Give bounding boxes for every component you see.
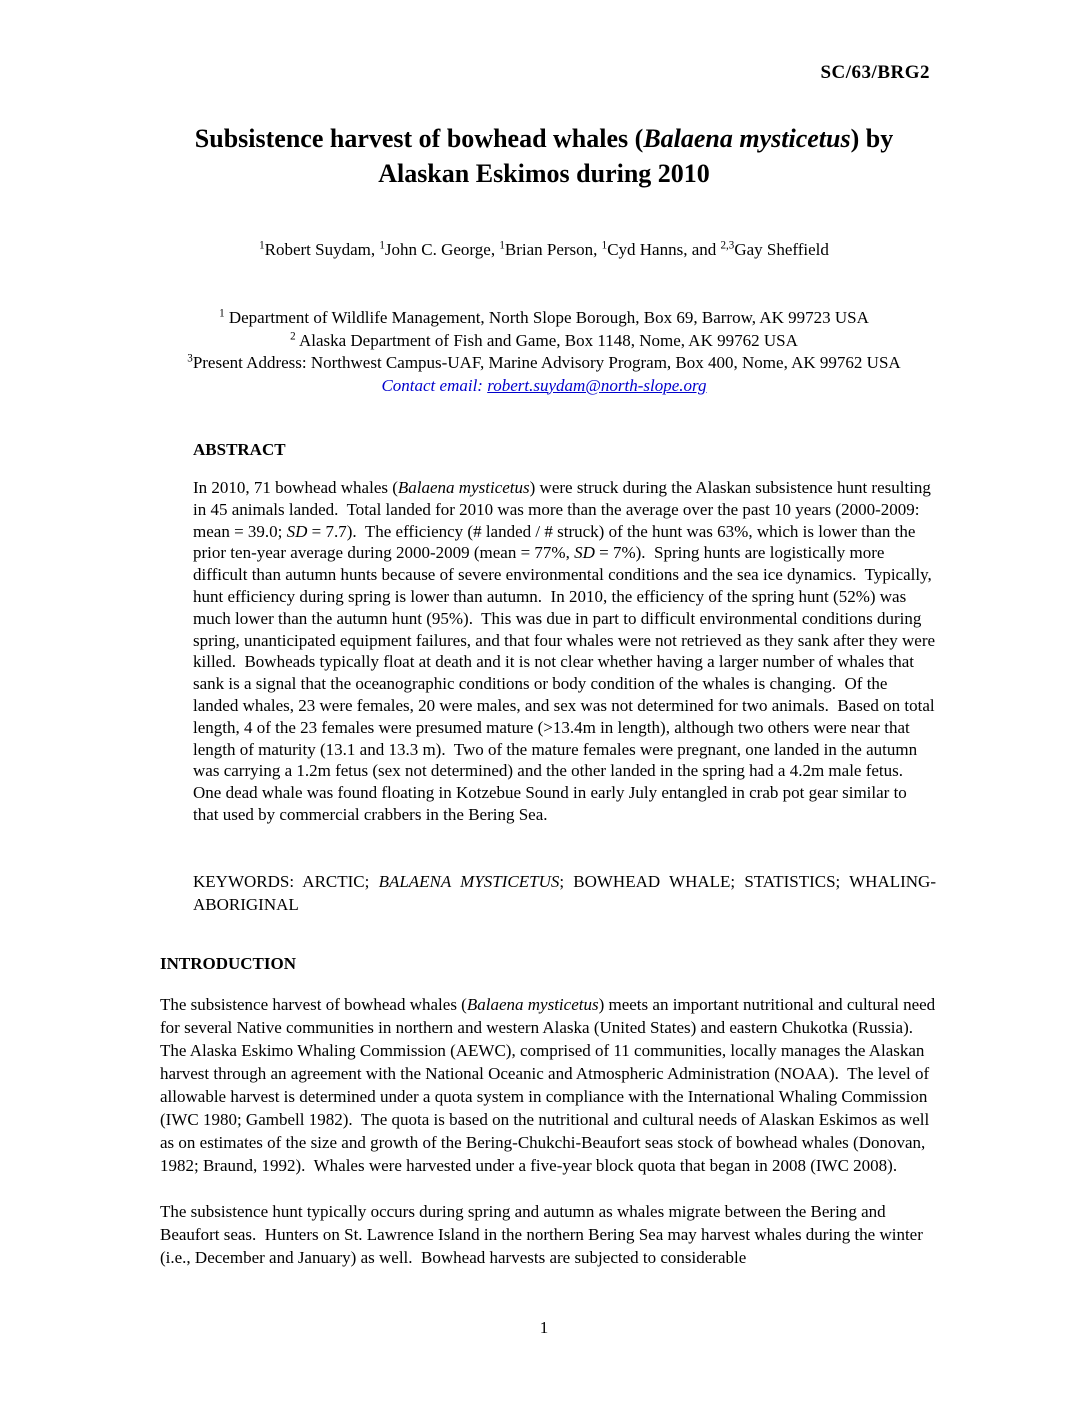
page-number: 1 [539, 1318, 549, 1337]
introduction-heading: INTRODUCTION [160, 954, 297, 973]
abstract-paragraph: In 2010, 71 bowhead whales (Balaena mysticetus) were struck during the Alaskan subsistence hunt resulting in 45 animals landed. Total landed for 2010 was more than the average over the past 10 years (2000-2009: mean = 39.0; SD = 7.7). The efficiency (# landed / # struck) of the hunt was 63%, which is lower than the prior ten-year average during 2000-2009 (mean = 77%, SD = 7%). Spring hunts are logistically more difficult than autumn hunts because of severe environmental conditions and the sea ice dynamics. Typically, hunt efficiency during spring is lower than autumn. In 2010, the efficiency of the spring hunt (52%) was much lower than the autumn hunt (95%). This was due in part to difficult environmental conditions during spring, unanticipated equipment failures, and that four whales were not retrieved as they sank after they were killed. Bowheads typically float at death and it is not clear whether having a larger number of whales that sank is a signal that the oceanographic conditions or body condition of the whales is changing. Of the landed whales, 23 were females, 20 were males, and sex was not determined for two animals. Based on total length, 4 of the 23 females were presumed mature (>13.4m in length), although two others were near that length of maturity (13.1 and 13.3 m). Two of the mature females were pregnant, one landed in the autumn was carrying a 1.2m fetus (sex not determined) and the other landed in the spring had a 4.2m male fetus. One dead whale was found floating in Kotzebue Sound in early July entangled in crab pot gear similar to that used by commercial crabbers in the Bering Sea. [193, 478, 940, 824]
authors-line: $^1$Robert Suydam, $^1$John C. George, $^1$Brian Person, $^1$Cyd Hanns, and $^{2,3}$Gay Sheffield [259, 239, 829, 259]
contact-email-label: Contact email: [381, 375, 488, 395]
introduction-paragraph-2: The subsistence hunt typically occurs during spring and autumn as whales migrate between the Bering and Beaufort seas. Hunters on St. Lawrence Island in the northern Bering Sea may harvest whales during the winter (i.e., December and January) as well. Bowhead harvests are subjected to considerable [160, 1202, 928, 1267]
affiliation-2: $^2$ Alaska Department of Fish and Game, Box 1148, Nome, AK 99762 USA [290, 329, 798, 350]
document-reference: SC/63/BRG2 [820, 62, 930, 83]
paper-title [0, 121, 1088, 191]
contact-email-line [0, 375, 1088, 398]
abstract-heading: ABSTRACT [193, 440, 286, 459]
paper-title-line-1: Subsistence harvest of bowhead whales (Balaena mysticetus) by [194, 124, 894, 153]
contact-email-link[interactable]: robert.suydam@north-slope.org [487, 375, 707, 395]
keywords-paragraph: KEYWORDS: ARCTIC; BALAENA MYSTICETUS; BOWHEAD WHALE; STATISTICS; WHALING-ABORIGINAL [193, 872, 936, 914]
affiliation-3: $^3$Present Address: Northwest Campus-UAF, Marine Advisory Program, Box 400, Nome, AK 99762 USA [187, 352, 901, 372]
introduction-paragraph-1: The subsistence harvest of bowhead whales (Balaena mysticetus) meets an important nutritional and cultural need for several Native communities in northern and western Alaska (United States) and eastern Chukotka (Russia). The Alaska Eskimo Whaling Commission (AEWC), comprised of 11 communities, locally manages the Alaskan harvest through an agreement with the National Oceanic and Atmospheric Administration (NOAA). The level of allowable harvest is determined under a quota system in compliance with the International Whaling Commission (IWC 1980; Gambell 1982). The quota is based on the nutritional and cultural needs of Alaskan Eskimos as well as on estimates of the size and growth of the Bering-Chukchi-Beaufort seas stock of bowhead whales (Donovan, 1982; Braund, 1992). Whales were harvested under a five-year block quota that began in 2008 (IWC 2008). [160, 995, 940, 1175]
affiliation-1: $^1$ Department of Wildlife Management, North Slope Borough, Box 69, Barrow, AK 99723 USA [219, 307, 869, 327]
paper-title-line-2: Alaskan Eskimos during 2010 [378, 159, 710, 188]
affiliations-block [0, 307, 1088, 397]
